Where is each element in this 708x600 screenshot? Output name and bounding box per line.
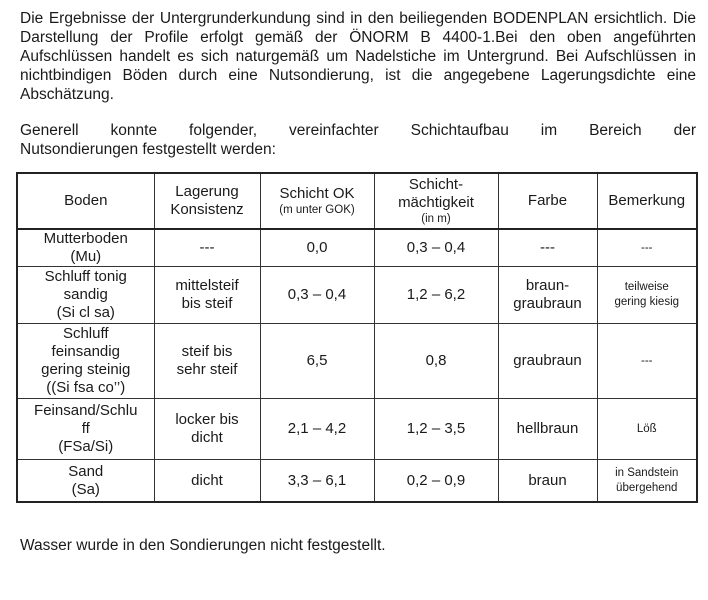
header-maechtigkeit-unit: (in m) [421,213,451,225]
cell-boden [17,399,154,460]
intro-paragraph: Die Ergebnisse der Untergrunderkundung sind in den beiliegenden BODENPLAN ersichtlich. Die Darstellung der Profile erfolgt gemäß der ÖNORM B 4400-1.Bei den oben angeführten Aufschlüssen handelt es sich naturgemäß um Nadelstiche im Untergrund. Bei Aufschlüssen in nichtbindigen Böden durch eine Nutsondierung, ist die angegebene Lagerungsdichte eine Abschätzung. [20,10,696,103]
cell-text: (FSa/Si) [58,438,114,455]
cell-bemerkung [597,324,697,399]
table-header [17,173,697,229]
header-boden-label: Boden [64,192,108,209]
soil-layer-table [16,172,698,503]
layer-intro-line-2: Nutsondierungen festgestellt werden: [20,141,276,158]
table-header-row [17,173,697,229]
cell-text: 3,3 – 6,1 [287,471,347,489]
cell-text: übergehend [616,481,678,494]
cell-text: 0,3 – 0,4 [287,286,347,303]
cell-text: braun [528,471,567,489]
table-row [17,460,697,503]
cell-text: Löß [636,422,657,435]
cell-text: Schluff tonig [44,268,127,285]
header-maechtigkeit-label-2: mächtigkeit [398,194,474,211]
cell-text: --- [641,354,653,367]
cell-text: locker bis [175,411,239,428]
cell-bemerkung [597,229,697,267]
cell-text: dicht [191,471,223,489]
cell-farbe [498,267,597,324]
cell-maechtigkeit [374,324,498,399]
cell-text: mittelsteif [175,277,239,294]
cell-boden [17,324,154,399]
cell-lagerung [154,399,260,460]
cell-schicht-ok [260,267,374,324]
cell-text: 1,2 – 3,5 [406,420,466,437]
cell-boden [17,229,154,267]
cell-boden [17,267,154,324]
table-body [17,229,697,502]
header-schicht-ok-label: Schicht OK [279,185,355,202]
cell-text: gering steinig [41,361,131,378]
cell-text: 0,2 – 0,9 [406,471,466,489]
cell-text: sandig [63,286,108,303]
cell-text: teilweise [624,281,669,293]
cell-lagerung [154,324,260,399]
table-row [17,324,697,399]
cell-farbe [498,399,597,460]
cell-text: steif bis [181,343,233,360]
cell-text: 0,0 [306,239,328,256]
layer-intro-paragraph [20,121,696,159]
header-schicht-ok-unit: (m unter GOK) [279,204,355,216]
cell-schicht-ok [260,324,374,399]
table-row [17,267,697,324]
cell-boden [17,460,154,503]
cell-maechtigkeit [374,267,498,324]
cell-text: --- [540,239,555,256]
cell-text: graubraun [513,352,582,369]
cell-text: braun- [525,277,570,294]
cell-text: --- [199,239,215,256]
header-schicht-ok [260,173,374,229]
header-boden [17,173,154,229]
cell-text: gering kiesig [614,296,680,308]
cell-text: 2,1 – 4,2 [287,420,347,437]
table-row [17,229,697,267]
cell-text: ff [81,420,90,437]
cell-schicht-ok [260,399,374,460]
cell-text: in Sandstein [615,466,679,479]
cell-text: Mutterboden [43,230,128,247]
cell-schicht-ok [260,460,374,503]
cell-farbe [498,229,597,267]
table-row [17,399,697,460]
cell-farbe [498,460,597,503]
header-lagerung-label: Lagerung [175,183,239,200]
header-lagerung [154,173,260,229]
cell-farbe [498,324,597,399]
cell-schicht-ok [260,229,374,267]
cell-text: sehr steif [176,361,238,378]
header-maechtigkeit-label-1: Schicht- [408,176,464,193]
cell-lagerung [154,460,260,503]
cell-text: (Sa) [71,480,100,498]
cell-text: dicht [191,429,223,446]
cell-text: 0,8 [425,352,447,369]
cell-text: Schluff [62,325,109,342]
header-konsistenz-label: Konsistenz [170,201,244,218]
cell-text: --- [641,241,653,254]
cell-text: 6,5 [306,352,328,369]
cell-text: Feinsand/Schlu [34,402,138,419]
cell-bemerkung [597,460,697,503]
cell-text: Sand [68,462,104,480]
header-farbe-label: Farbe [527,192,568,209]
cell-text: hellbraun [516,420,579,437]
cell-maechtigkeit [374,229,498,267]
cell-text: bis steif [181,295,233,312]
groundwater-note: Wasser wurde in den Sondierungen nicht festgestellt. [20,537,386,554]
cell-bemerkung [597,399,697,460]
cell-bemerkung [597,267,697,324]
cell-lagerung [154,229,260,267]
header-bemerkung [597,173,697,229]
cell-maechtigkeit [374,399,498,460]
layer-intro-line-1: Generell konnte folgender, vereinfachter Schichtaufbau im Bereich der [20,122,696,139]
cell-text: ((Si fsa co’’) [46,379,126,396]
cell-text: 0,3 – 0,4 [406,239,466,256]
header-farbe [498,173,597,229]
cell-maechtigkeit [374,460,498,503]
cell-text: graubraun [513,295,582,312]
cell-text: feinsandig [51,343,120,360]
cell-text: 1,2 – 6,2 [406,286,466,303]
cell-text: (Si cl sa) [56,304,115,321]
cell-lagerung [154,267,260,324]
header-bemerkung-label: Bemerkung [608,192,686,209]
cell-text: (Mu) [70,248,102,265]
header-maechtigkeit [374,173,498,229]
